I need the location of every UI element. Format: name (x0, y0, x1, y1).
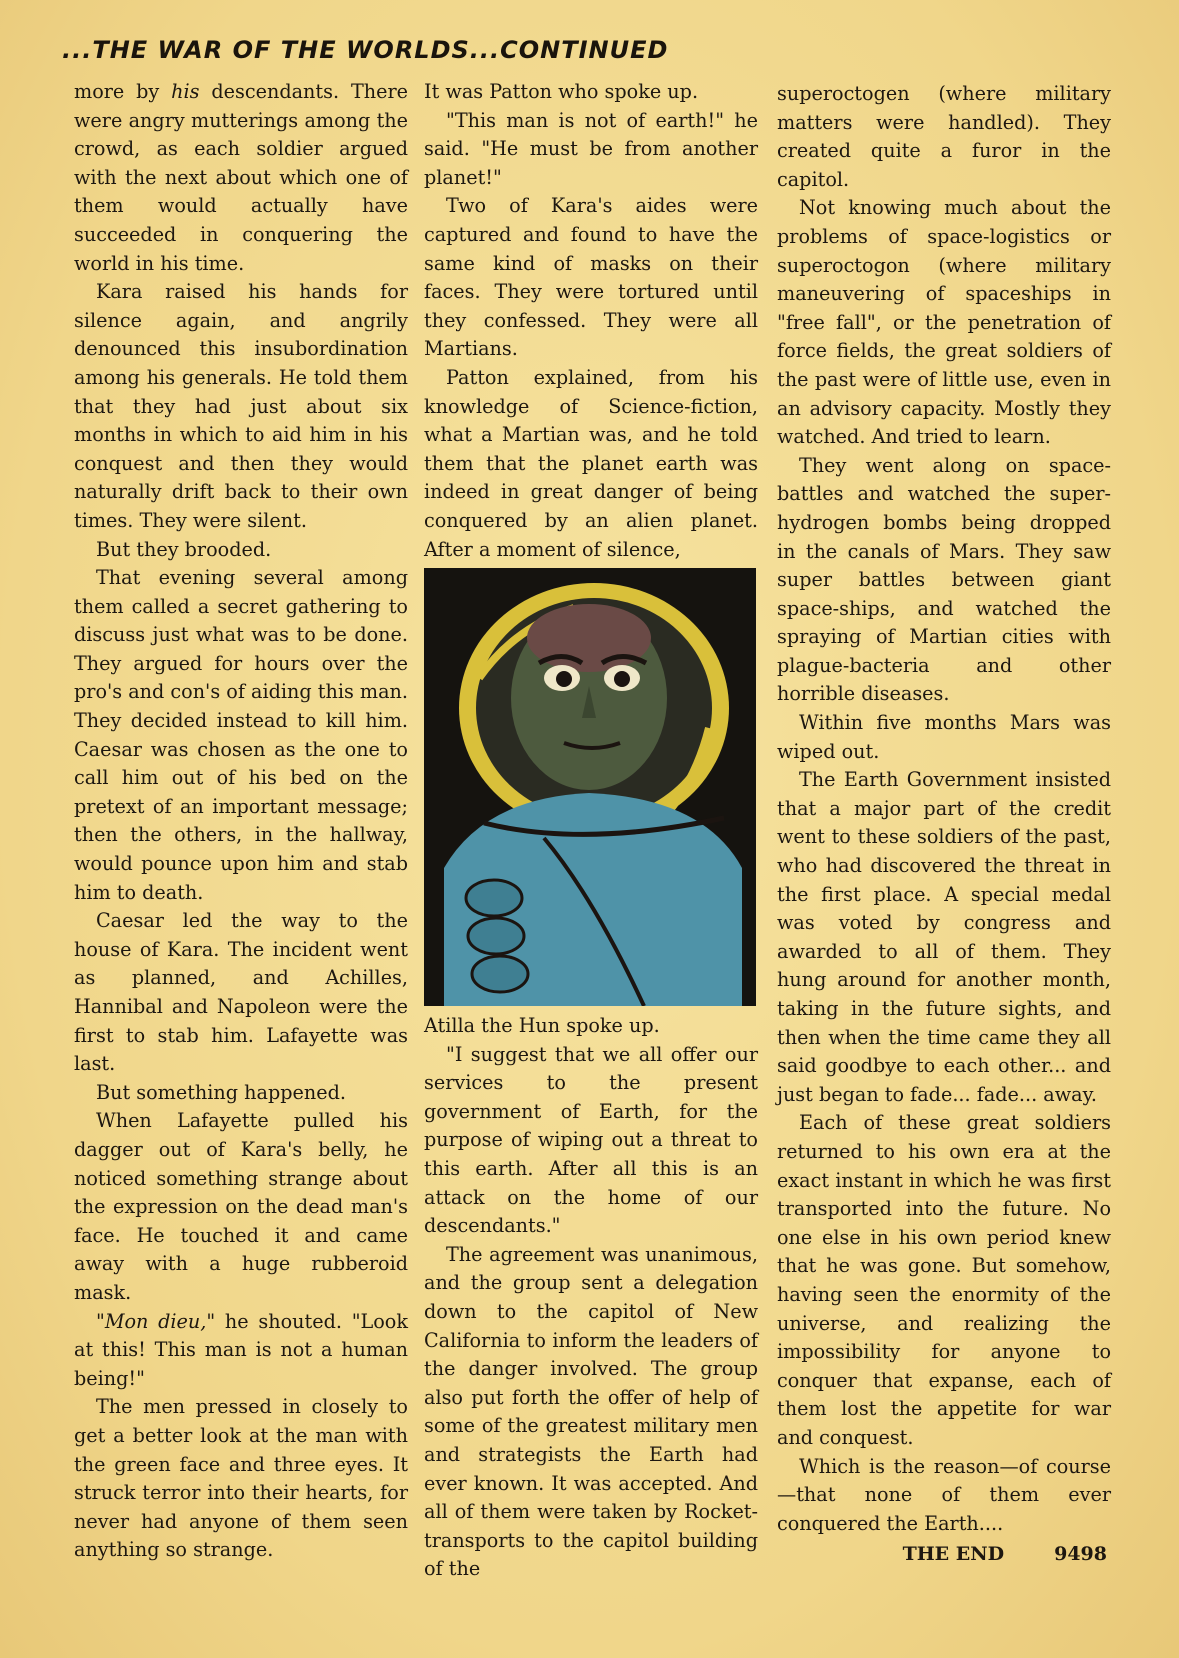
the-end-label: THE END (902, 1543, 1005, 1566)
paragraph: superoctogen (where military matters were handled). They created quite a furor in the capitol. (777, 82, 1111, 191)
paragraph: Within five months Mars was wiped out. (777, 711, 1111, 763)
paragraph: They went along on space-battles and watched the super-hydrogen bombs being dropped in the canals of Mars. They saw super battles between giant space-ships, and watched the spraying of Martian cities with plague-bacteria and other horrible diseases. (777, 453, 1111, 706)
paragraph: Not knowing much about the problems of space-logistics or superoctogon (where military maneuvering of spaceships in "free fall", or the penetration of force fields, the great soldiers of the past were of little use, even in an advisory capacity. Mostly they watched. And tried to learn. (777, 196, 1111, 449)
paragraph: "Mon dieu," he shouted. "Look at this! This man is not a human being!" (74, 1309, 408, 1390)
paragraph: The agreement was unanimous, and the group sent a delegation down to the capitol of New California to inform the leaders of the danger involved. The group also put forth the offer of help of some of the greatest military men and strategists the Earth had ever known. It was accepted. And all of them were taken by Rocket-transports to the capitol building of the (424, 1242, 758, 1581)
paragraph: It was Patton who spoke up. (424, 80, 699, 103)
text-column-2 (424, 78, 758, 1584)
paragraph: The Earth Government insisted that a major part of the credit went to these soldiers of the past, who had discovered the threat in the first place. A special medal was voted by congress and awarded to all of them. They hung around for another month, taking in the future sights, and then when the time came they all said goodbye to each other... and just began to fade... fade... away. (777, 768, 1111, 1106)
paragraph: Kara raised his hands for silence again, and angrily denounced this insubordination among his generals. He told them that they had just about six months in which to aid him in his conquest and then they would naturally drift back to their own times. They were silent. (74, 280, 408, 532)
paragraph: Each of these great soldiers returned to his own era at the exact instant in which he was first transported into the future. No one else in his own period knew that he was gone. But somehow, having seen the enormity of the universe, and realizing the impossibility for anyone to conquer that expanse, each of them lost the appetite for war and conquest. (777, 1111, 1111, 1449)
paragraph: "This man is not of earth!" he said. "He must be from another planet!" (424, 108, 758, 189)
page-code: 9498 (1054, 1543, 1107, 1566)
text-column-1 (74, 78, 408, 1565)
text-column-3 (777, 80, 1111, 1569)
paragraph: But something happened. (96, 1080, 346, 1104)
end-line (777, 1540, 1111, 1569)
story-header: ...THE WAR OF THE WORLDS...CONTINUED (62, 36, 669, 64)
paragraph: Patton explained, from his knowledge of Science-fiction, what a Martian was, and he told them that the planet earth was indeed in great danger of being conquered by an alien planet. After a moment of silence, (424, 365, 758, 561)
paragraph: "I suggest that we all offer our services to the present government of Earth, for the purpose of wiping out a threat to this earth. After all this is an attack on the home of our descendants." (424, 1042, 758, 1238)
paragraph: Atilla the Hun spoke up. (424, 1014, 660, 1038)
paragraph: But they brooded. (96, 537, 272, 561)
paragraph: Which is the reason—of course—that none of them ever conquered the Earth.... (777, 1454, 1111, 1535)
paragraph: Caesar led the way to the house of Kara. The incident went as planned, and Achilles, Hannibal and Napoleon were the first to stab him. Lafayette was last. (74, 909, 408, 1076)
paragraph: When Lafayette pulled his dagger out of Kara's belly, he noticed something strange about the expression on the dead man's face. He touched it and came away with a huge rubberoid mask. (74, 1109, 408, 1304)
martian-illustration (424, 568, 756, 1006)
paragraph: more by his descendants. There were angry mutterings among the crowd, as each soldier argued with the next about which one of them would actually have succeeded in conquering the world in his time. (74, 80, 408, 275)
paragraph: That evening several among them called a secret gathering to discuss just what was to be done. They argued for hours over the pro's and con's of aiding this man. They decided instead to kill him. Caesar was chosen as the one to call him out of his bed on the pretext of an important message; then the others, in the hallway, would pounce upon him and stab him to death. (74, 566, 409, 904)
martian-figure-icon (424, 568, 756, 1006)
paragraph: Two of Kara's aides were captured and found to have the same kind of masks on their faces. They were tortured until they confessed. They were all Martians. (424, 194, 758, 361)
paragraph: The men pressed in closely to get a better look at the man with the green face and three eyes. It struck terror into their hearts, for never had anyone of them seen anything so strange. (74, 1395, 408, 1562)
